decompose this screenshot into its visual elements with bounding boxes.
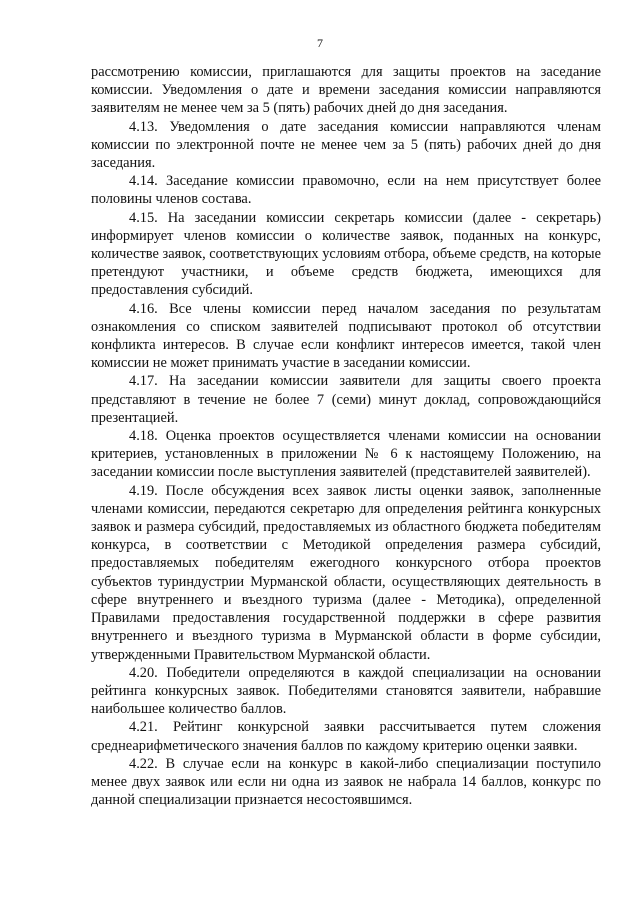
paragraph-4-20: 4.20. Победители определяются в каждой специализации на основании рейтинга конкурсных заявок. Победителями становятся заявители, набравшие наибольшее количество баллов. bbox=[91, 664, 601, 718]
paragraph-4-21: 4.21. Рейтинг конкурсной заявки рассчитывается путем сложения среднеарифметического значения баллов по каждому критерию оценки заявки. bbox=[91, 719, 601, 754]
paragraph-4-16: 4.16. Все члены комиссии перед началом заседания по результатам ознакомления со списком заявителей подписывают протокол об отсутствии конфликта интересов. В случае если конфликт интересов имеется, такой член комиссии не может принимать участие в заседании комиссии. bbox=[91, 300, 601, 372]
page-number: 7 bbox=[317, 36, 323, 50]
paragraph-4-19: 4.19. После обсуждения всех заявок листы оценки заявок, заполненные членами комиссии, передаются секретарю для определения рейтинга конкурсных заявок и размера субсидий, предоставляемых из областного бюджета победителям конкурса, в соответствии с Методикой определения размера субсидий, предоставляемых победителям ежегодного конкурсного отбора проектов субъектов туриндустрии Мурманской области, осуществляющих деятельность в сфере внутреннего и въездного туризма (далее - Методика), определенной Правилами предоставления государственной поддержки в сфере развития внутреннего и въездного туризма в Мурманской области в форме субсидии, утвержденными Правительством Мурманской области. bbox=[91, 482, 601, 663]
paragraph-4-22: 4.22. В случае если на конкурс в какой-либо специализации поступило менее двух заявок или если ни одна из заявок не набрала 14 баллов, конкурс по данной специализации признается несостоявшимся. bbox=[91, 755, 601, 809]
document-body bbox=[91, 63, 601, 809]
paragraph-4-12-continued: рассмотрению комиссии, приглашаются для защиты проектов на заседание комиссии. Уведомления о дате и времени заседания комиссии направляются заявителям не менее чем за 5 (пять) рабочих дней до дня заседания. bbox=[91, 64, 601, 117]
paragraph-4-15: 4.15. На заседании комиссии секретарь комиссии (далее - секретарь) информирует членов комиссии о количестве заявок, поданных на конкурс, количестве заявок, соответствующих условиям отбора, объеме средств, на которые претендуют участники, и объеме средств бюджета, имеющихся для предоставления субсидий. bbox=[91, 209, 601, 299]
paragraph-4-13: 4.13. Уведомления о дате заседания комиссии направляются членам комиссии по электронной почте не менее чем за 5 (пять) рабочих дней до дня заседания. bbox=[91, 118, 601, 172]
paragraph-4-14: 4.14. Заседание комиссии правомочно, если на нем присутствует более половины членов состава. bbox=[91, 173, 601, 208]
paragraph-4-17: 4.17. На заседании комиссии заявители для защиты своего проекта представляют в течение не более 7 (семи) минут доклад, сопровождающийся презентацией. bbox=[91, 373, 601, 426]
paragraph-4-18: 4.18. Оценка проектов осуществляется членами комиссии на основании критериев, установленных в приложении № 6 к настоящему Положению, на заседании комиссии после выступления заявителей (представителей заявителей). bbox=[91, 428, 601, 481]
